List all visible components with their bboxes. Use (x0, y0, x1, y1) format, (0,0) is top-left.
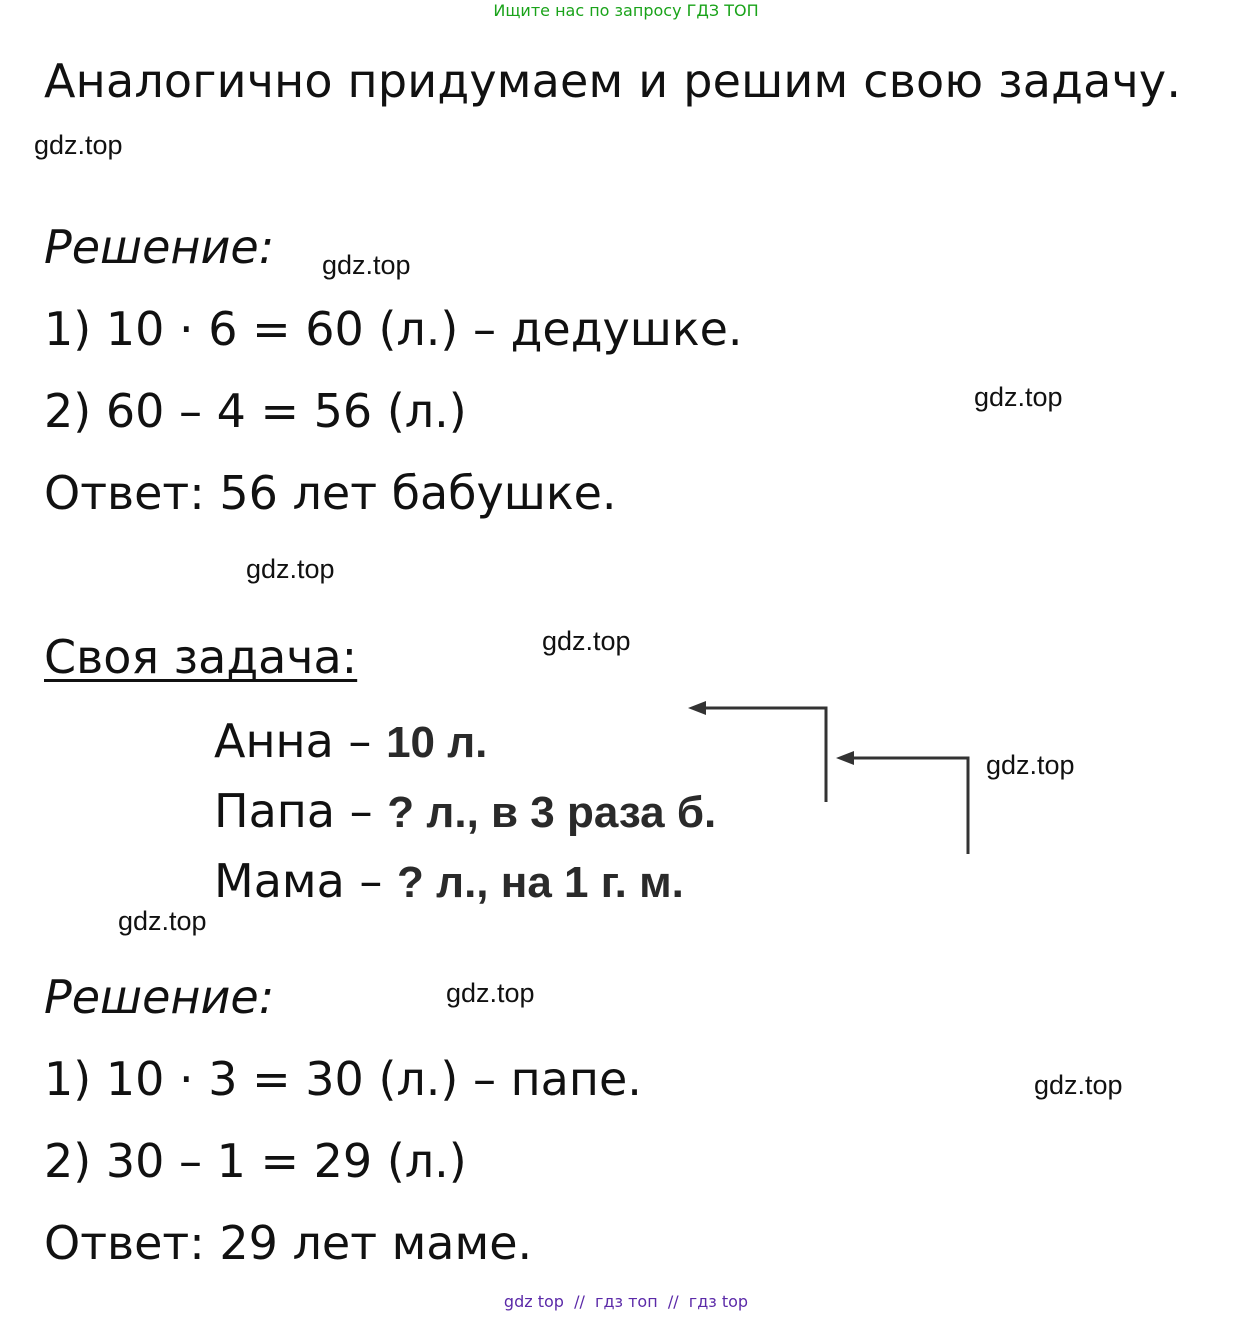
solution-step-1: 1) 10 · 6 = 60 (л.) – дедушке. (44, 302, 743, 356)
watermark: gdz.top (1034, 1070, 1123, 1100)
watermark: gdz.top (986, 750, 1075, 780)
scheme-name: Анна – (214, 714, 372, 768)
arrow-head-icon (836, 751, 854, 765)
solution-step-1: 1) 10 · 3 = 30 (л.) – папе. (44, 1052, 642, 1106)
solution-heading: Решение: (44, 970, 275, 1024)
watermark: gdz.top (118, 906, 207, 936)
solution-answer: Ответ: 29 лет маме. (44, 1216, 533, 1270)
scheme-value: ? л., на 1 г. м. (397, 858, 684, 907)
solution-step-2: 2) 60 – 4 = 56 (л.) (44, 384, 467, 438)
solution-heading: Решение: (44, 220, 275, 274)
watermark: gdz.top (322, 250, 411, 280)
search-banner: Ищите нас по запросу ГДЗ ТОП (493, 1, 759, 20)
watermark: gdz.top (974, 382, 1063, 412)
scheme-name: Мама – (214, 854, 383, 908)
scheme-value: 10 л. (386, 718, 488, 767)
arrow-head-icon (688, 701, 706, 715)
watermark: gdz.top (246, 554, 335, 584)
scheme-name: Папа – (214, 784, 373, 838)
solution-answer: Ответ: 56 лет бабушке. (44, 466, 617, 520)
scheme-value: ? л., в 3 раза б. (387, 788, 717, 837)
watermark: gdz.top (542, 626, 631, 656)
arrow-papa-to-anna (700, 708, 826, 802)
solution-step-2: 2) 30 – 1 = 29 (л.) (44, 1134, 467, 1188)
watermark: gdz.top (34, 130, 123, 160)
footer-links[interactable]: gdz top // гдз топ // гдз top (503, 1292, 749, 1311)
task-heading: Своя задача: (44, 630, 358, 684)
page-title: Аналогично придумаем и решим свою задачу. (44, 54, 1182, 108)
watermark: gdz.top (446, 978, 535, 1008)
arrow-mama-to-papa (848, 758, 968, 854)
